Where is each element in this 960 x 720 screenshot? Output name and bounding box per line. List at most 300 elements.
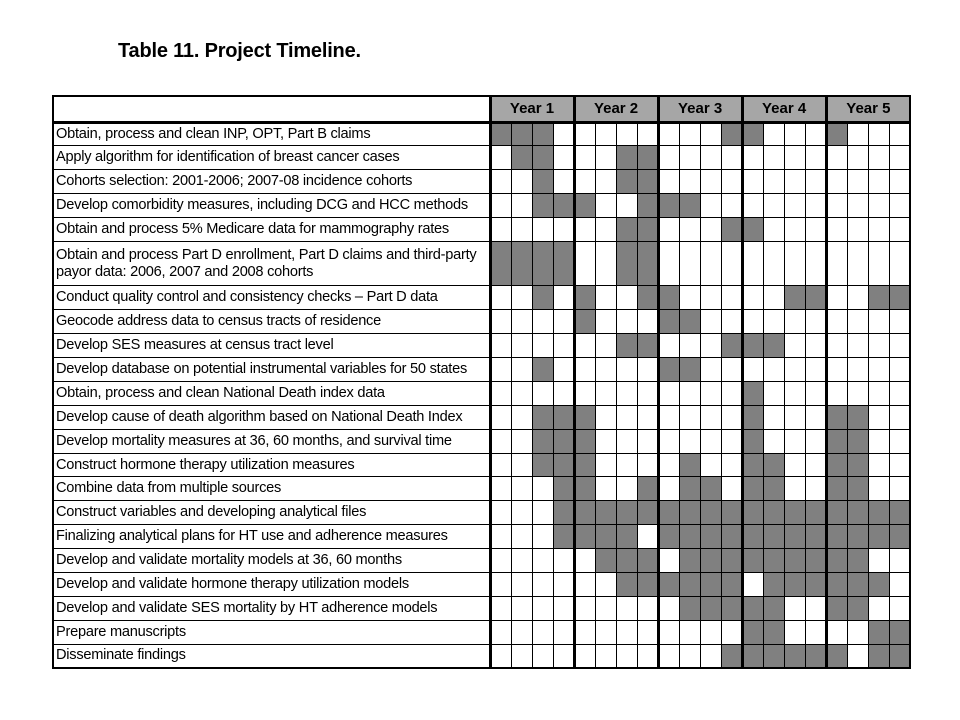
- timeline-cell-filled: [868, 525, 889, 549]
- timeline-cell-empty: [511, 405, 532, 429]
- timeline-cell-filled: [679, 194, 700, 218]
- timeline-cell-empty: [511, 477, 532, 501]
- timeline-cell-empty: [658, 405, 679, 429]
- timeline-cell-empty: [847, 218, 868, 242]
- timeline-cell-filled: [763, 549, 784, 573]
- timeline-cell-empty: [637, 381, 658, 405]
- timeline-cell-empty: [553, 644, 574, 668]
- timeline-cell-filled: [532, 170, 553, 194]
- timeline-cell-empty: [784, 477, 805, 501]
- timeline-cell-filled: [763, 596, 784, 620]
- timeline-cell-empty: [805, 405, 826, 429]
- timeline-cell-empty: [805, 381, 826, 405]
- timeline-cell-filled: [574, 310, 595, 334]
- timeline-cell-filled: [826, 644, 847, 668]
- table-row: [53, 620, 910, 644]
- timeline-cell-filled: [595, 549, 616, 573]
- timeline-cell-empty: [658, 170, 679, 194]
- timeline-cell-empty: [805, 596, 826, 620]
- table-row: [53, 146, 910, 170]
- task-label: Obtain and process Part D enrollment, Part D claims and third-party payor data: 2006, 2007 and 2008 cohorts: [53, 241, 490, 286]
- timeline-cell-empty: [784, 194, 805, 218]
- timeline-cell-filled: [805, 644, 826, 668]
- timeline-cell-filled: [679, 572, 700, 596]
- timeline-cell-empty: [721, 146, 742, 170]
- timeline-cell-empty: [511, 453, 532, 477]
- timeline-cell-empty: [595, 334, 616, 358]
- task-label: Prepare manuscripts: [53, 620, 490, 644]
- timeline-cell-filled: [847, 549, 868, 573]
- timeline-cell-empty: [616, 381, 637, 405]
- table-row: [53, 501, 910, 525]
- timeline-body: [53, 122, 910, 668]
- timeline-cell-empty: [616, 358, 637, 382]
- timeline-cell-empty: [637, 122, 658, 146]
- timeline-cell-empty: [742, 310, 763, 334]
- timeline-cell-filled: [700, 572, 721, 596]
- timeline-cell-empty: [490, 286, 511, 310]
- task-label: Develop mortality measures at 36, 60 months, and survival time: [53, 429, 490, 453]
- task-label: Develop and validate hormone therapy utilization models: [53, 572, 490, 596]
- timeline-cell-empty: [616, 310, 637, 334]
- timeline-cell-empty: [511, 525, 532, 549]
- timeline-cell-filled: [889, 525, 910, 549]
- timeline-cell-filled: [763, 334, 784, 358]
- task-label: Combine data from multiple sources: [53, 477, 490, 501]
- timeline-cell-empty: [700, 405, 721, 429]
- timeline-cell-empty: [721, 358, 742, 382]
- timeline-cell-empty: [595, 572, 616, 596]
- timeline-cell-empty: [658, 477, 679, 501]
- timeline-cell-filled: [826, 122, 847, 146]
- timeline-cell-empty: [595, 218, 616, 242]
- timeline-cell-empty: [784, 334, 805, 358]
- timeline-cell-empty: [679, 122, 700, 146]
- timeline-cell-empty: [595, 310, 616, 334]
- timeline-cell-empty: [679, 644, 700, 668]
- timeline-cell-empty: [805, 218, 826, 242]
- timeline-cell-empty: [847, 334, 868, 358]
- timeline-cell-empty: [889, 194, 910, 218]
- timeline-cell-empty: [763, 194, 784, 218]
- timeline-cell-filled: [637, 572, 658, 596]
- timeline-cell-empty: [826, 241, 847, 286]
- timeline-cell-empty: [700, 218, 721, 242]
- task-label: Construct hormone therapy utilization measures: [53, 453, 490, 477]
- timeline-cell-empty: [595, 194, 616, 218]
- timeline-cell-filled: [658, 286, 679, 310]
- timeline-cell-empty: [490, 549, 511, 573]
- timeline-cell-filled: [742, 334, 763, 358]
- timeline-cell-empty: [595, 644, 616, 668]
- timeline-cell-empty: [889, 170, 910, 194]
- timeline-cell-empty: [658, 596, 679, 620]
- timeline-cell-filled: [826, 525, 847, 549]
- timeline-cell-filled: [742, 381, 763, 405]
- timeline-cell-empty: [637, 453, 658, 477]
- timeline-cell-empty: [532, 596, 553, 620]
- table-row: [53, 572, 910, 596]
- timeline-cell-empty: [595, 429, 616, 453]
- timeline-cell-empty: [511, 310, 532, 334]
- task-label: Develop SES measures at census tract level: [53, 334, 490, 358]
- timeline-cell-empty: [889, 358, 910, 382]
- timeline-cell-empty: [889, 218, 910, 242]
- timeline-cell-filled: [658, 501, 679, 525]
- timeline-cell-filled: [742, 596, 763, 620]
- timeline-cell-empty: [490, 381, 511, 405]
- timeline-cell-filled: [868, 501, 889, 525]
- task-label: Obtain, process and clean National Death index data: [53, 381, 490, 405]
- timeline-cell-empty: [553, 146, 574, 170]
- timeline-cell-empty: [490, 453, 511, 477]
- timeline-cell-empty: [616, 620, 637, 644]
- timeline-cell-filled: [574, 405, 595, 429]
- timeline-cell-filled: [784, 525, 805, 549]
- timeline-cell-empty: [784, 381, 805, 405]
- timeline-cell-filled: [616, 501, 637, 525]
- timeline-cell-empty: [868, 453, 889, 477]
- timeline-cell-empty: [616, 453, 637, 477]
- timeline-cell-empty: [847, 310, 868, 334]
- timeline-cell-empty: [658, 620, 679, 644]
- table-row: [53, 170, 910, 194]
- timeline-cell-filled: [637, 501, 658, 525]
- table-row: [53, 453, 910, 477]
- timeline-cell-empty: [742, 146, 763, 170]
- timeline-cell-empty: [868, 122, 889, 146]
- timeline-cell-empty: [490, 146, 511, 170]
- timeline-cell-filled: [616, 525, 637, 549]
- timeline-cell-filled: [847, 596, 868, 620]
- timeline-cell-filled: [805, 549, 826, 573]
- task-label: Develop and validate SES mortality by HT adherence models: [53, 596, 490, 620]
- timeline-cell-empty: [826, 381, 847, 405]
- timeline-cell-empty: [532, 620, 553, 644]
- timeline-cell-empty: [553, 310, 574, 334]
- timeline-cell-empty: [721, 620, 742, 644]
- timeline-cell-filled: [679, 525, 700, 549]
- timeline-cell-empty: [784, 218, 805, 242]
- timeline-cell-empty: [763, 310, 784, 334]
- timeline-cell-filled: [721, 549, 742, 573]
- timeline-cell-filled: [574, 453, 595, 477]
- timeline-cell-empty: [742, 241, 763, 286]
- timeline-cell-filled: [826, 477, 847, 501]
- timeline-cell-filled: [847, 453, 868, 477]
- timeline-cell-empty: [511, 644, 532, 668]
- timeline-cell-filled: [553, 453, 574, 477]
- timeline-cell-empty: [553, 286, 574, 310]
- timeline-cell-filled: [847, 405, 868, 429]
- timeline-cell-empty: [784, 170, 805, 194]
- timeline-cell-empty: [532, 477, 553, 501]
- table-row: [53, 310, 910, 334]
- timeline-cell-empty: [658, 549, 679, 573]
- timeline-cell-empty: [553, 381, 574, 405]
- timeline-cell-empty: [574, 241, 595, 286]
- timeline-cell-filled: [616, 572, 637, 596]
- timeline-cell-filled: [637, 146, 658, 170]
- timeline-cell-empty: [616, 194, 637, 218]
- timeline-cell-filled: [637, 286, 658, 310]
- timeline-cell-empty: [847, 122, 868, 146]
- timeline-cell-empty: [889, 596, 910, 620]
- timeline-cell-empty: [532, 644, 553, 668]
- timeline-cell-empty: [658, 241, 679, 286]
- timeline-cell-empty: [826, 170, 847, 194]
- timeline-cell-filled: [868, 572, 889, 596]
- timeline-cell-empty: [889, 381, 910, 405]
- timeline-cell-empty: [700, 453, 721, 477]
- timeline-cell-empty: [532, 310, 553, 334]
- timeline-cell-empty: [889, 310, 910, 334]
- timeline-cell-filled: [679, 549, 700, 573]
- timeline-cell-empty: [595, 170, 616, 194]
- timeline-cell-filled: [721, 501, 742, 525]
- timeline-cell-filled: [658, 525, 679, 549]
- timeline-cell-filled: [805, 525, 826, 549]
- timeline-cell-empty: [868, 381, 889, 405]
- timeline-cell-empty: [511, 170, 532, 194]
- timeline-cell-empty: [490, 501, 511, 525]
- timeline-cell-empty: [784, 620, 805, 644]
- timeline-cell-empty: [616, 477, 637, 501]
- timeline-cell-empty: [847, 241, 868, 286]
- timeline-cell-empty: [679, 405, 700, 429]
- timeline-cell-filled: [574, 477, 595, 501]
- timeline-cell-empty: [490, 218, 511, 242]
- timeline-cell-empty: [637, 429, 658, 453]
- timeline-cell-filled: [721, 218, 742, 242]
- table-row: [53, 644, 910, 668]
- timeline-cell-empty: [658, 122, 679, 146]
- timeline-cell-empty: [784, 122, 805, 146]
- timeline-cell-empty: [637, 644, 658, 668]
- timeline-cell-filled: [826, 429, 847, 453]
- table-row: [53, 358, 910, 382]
- timeline-cell-filled: [532, 358, 553, 382]
- timeline-cell-empty: [868, 549, 889, 573]
- timeline-cell-empty: [553, 572, 574, 596]
- timeline-cell-filled: [616, 241, 637, 286]
- year-header: Year 1: [490, 96, 574, 122]
- timeline-cell-filled: [826, 405, 847, 429]
- timeline-cell-filled: [742, 501, 763, 525]
- timeline-cell-empty: [763, 241, 784, 286]
- timeline-cell-empty: [784, 429, 805, 453]
- timeline-cell-empty: [679, 170, 700, 194]
- timeline-cell-empty: [574, 596, 595, 620]
- timeline-cell-empty: [595, 596, 616, 620]
- timeline-cell-empty: [805, 453, 826, 477]
- timeline-cell-filled: [553, 405, 574, 429]
- timeline-cell-empty: [490, 620, 511, 644]
- timeline-cell-empty: [868, 334, 889, 358]
- table-row: [53, 241, 910, 286]
- timeline-cell-empty: [490, 334, 511, 358]
- timeline-cell-filled: [700, 477, 721, 501]
- timeline-cell-filled: [490, 122, 511, 146]
- timeline-cell-empty: [721, 286, 742, 310]
- timeline-cell-empty: [826, 620, 847, 644]
- timeline-cell-empty: [637, 358, 658, 382]
- timeline-cell-empty: [490, 525, 511, 549]
- timeline-cell-empty: [616, 429, 637, 453]
- timeline-cell-empty: [847, 286, 868, 310]
- timeline-cell-filled: [637, 218, 658, 242]
- timeline-cell-filled: [532, 146, 553, 170]
- timeline-cell-filled: [511, 122, 532, 146]
- timeline-cell-filled: [763, 572, 784, 596]
- timeline-cell-empty: [595, 477, 616, 501]
- timeline-cell-empty: [679, 241, 700, 286]
- timeline-cell-empty: [868, 429, 889, 453]
- timeline-cell-empty: [658, 381, 679, 405]
- timeline-cell-filled: [637, 241, 658, 286]
- timeline-cell-empty: [574, 381, 595, 405]
- header-row: [53, 96, 910, 122]
- timeline-cell-filled: [595, 525, 616, 549]
- timeline-cell-empty: [658, 334, 679, 358]
- timeline-cell-empty: [868, 218, 889, 242]
- timeline-cell-empty: [595, 405, 616, 429]
- timeline-cell-empty: [658, 429, 679, 453]
- timeline-cell-filled: [889, 620, 910, 644]
- timeline-cell-empty: [847, 381, 868, 405]
- timeline-cell-empty: [490, 429, 511, 453]
- timeline-cell-empty: [700, 334, 721, 358]
- timeline-cell-empty: [721, 241, 742, 286]
- timeline-cell-filled: [637, 194, 658, 218]
- timeline-cell-filled: [742, 525, 763, 549]
- timeline-cell-empty: [490, 596, 511, 620]
- timeline-cell-empty: [490, 477, 511, 501]
- timeline-cell-empty: [574, 572, 595, 596]
- timeline-cell-empty: [742, 358, 763, 382]
- timeline-cell-filled: [721, 596, 742, 620]
- timeline-cell-empty: [868, 477, 889, 501]
- timeline-cell-empty: [847, 146, 868, 170]
- timeline-cell-empty: [889, 429, 910, 453]
- timeline-cell-empty: [784, 310, 805, 334]
- timeline-cell-filled: [763, 525, 784, 549]
- timeline-cell-empty: [826, 286, 847, 310]
- task-label: Develop cause of death algorithm based on National Death Index: [53, 405, 490, 429]
- timeline-cell-filled: [784, 286, 805, 310]
- timeline-cell-empty: [805, 334, 826, 358]
- timeline-cell-filled: [742, 429, 763, 453]
- timeline-cell-empty: [700, 194, 721, 218]
- timeline-cell-empty: [700, 146, 721, 170]
- timeline-cell-empty: [616, 644, 637, 668]
- timeline-cell-empty: [889, 453, 910, 477]
- timeline-cell-filled: [490, 241, 511, 286]
- timeline-cell-empty: [490, 358, 511, 382]
- timeline-cell-empty: [637, 405, 658, 429]
- timeline-cell-empty: [847, 358, 868, 382]
- timeline-cell-filled: [574, 194, 595, 218]
- timeline-cell-empty: [805, 358, 826, 382]
- timeline-cell-empty: [490, 572, 511, 596]
- timeline-cell-empty: [742, 286, 763, 310]
- timeline-cell-empty: [595, 146, 616, 170]
- task-column-header: [53, 96, 490, 122]
- timeline-cell-empty: [742, 194, 763, 218]
- timeline-cell-filled: [658, 194, 679, 218]
- timeline-cell-empty: [868, 170, 889, 194]
- timeline-cell-filled: [889, 286, 910, 310]
- timeline-cell-empty: [805, 477, 826, 501]
- timeline-cell-empty: [868, 241, 889, 286]
- timeline-cell-empty: [763, 286, 784, 310]
- timeline-cell-empty: [721, 170, 742, 194]
- timeline-cell-filled: [700, 549, 721, 573]
- timeline-cell-empty: [889, 334, 910, 358]
- timeline-cell-empty: [511, 549, 532, 573]
- timeline-cell-empty: [553, 549, 574, 573]
- timeline-cell-empty: [826, 334, 847, 358]
- timeline-cell-empty: [574, 122, 595, 146]
- timeline-cell-empty: [721, 405, 742, 429]
- timeline-cell-filled: [679, 596, 700, 620]
- timeline-cell-empty: [700, 381, 721, 405]
- timeline-cell-filled: [637, 170, 658, 194]
- timeline-cell-empty: [595, 381, 616, 405]
- timeline-cell-empty: [826, 310, 847, 334]
- timeline-cell-empty: [553, 620, 574, 644]
- timeline-cell-empty: [679, 620, 700, 644]
- timeline-cell-empty: [553, 218, 574, 242]
- timeline-cell-filled: [637, 334, 658, 358]
- timeline-cell-empty: [721, 381, 742, 405]
- timeline-cell-empty: [700, 286, 721, 310]
- timeline-cell-filled: [721, 334, 742, 358]
- timeline-cell-empty: [532, 381, 553, 405]
- table-row: [53, 405, 910, 429]
- timeline-cell-empty: [763, 358, 784, 382]
- project-timeline-table: [52, 95, 911, 669]
- timeline-cell-empty: [658, 218, 679, 242]
- table-row: [53, 525, 910, 549]
- timeline-cell-filled: [532, 122, 553, 146]
- timeline-cell-filled: [826, 549, 847, 573]
- timeline-cell-empty: [616, 122, 637, 146]
- timeline-cell-filled: [742, 405, 763, 429]
- timeline-cell-empty: [532, 334, 553, 358]
- timeline-cell-filled: [721, 122, 742, 146]
- timeline-cell-filled: [721, 644, 742, 668]
- timeline-cell-empty: [721, 194, 742, 218]
- timeline-cell-empty: [742, 170, 763, 194]
- timeline-cell-filled: [532, 453, 553, 477]
- timeline-cell-empty: [805, 146, 826, 170]
- timeline-cell-empty: [637, 620, 658, 644]
- table-row: [53, 122, 910, 146]
- timeline-cell-filled: [637, 549, 658, 573]
- timeline-cell-empty: [847, 170, 868, 194]
- timeline-cell-filled: [868, 644, 889, 668]
- timeline-cell-filled: [847, 525, 868, 549]
- timeline-cell-empty: [763, 381, 784, 405]
- timeline-cell-filled: [616, 170, 637, 194]
- timeline-cell-filled: [847, 429, 868, 453]
- timeline-cell-empty: [679, 146, 700, 170]
- timeline-cell-empty: [763, 429, 784, 453]
- timeline-cell-empty: [616, 405, 637, 429]
- table-row: [53, 286, 910, 310]
- timeline-cell-filled: [763, 477, 784, 501]
